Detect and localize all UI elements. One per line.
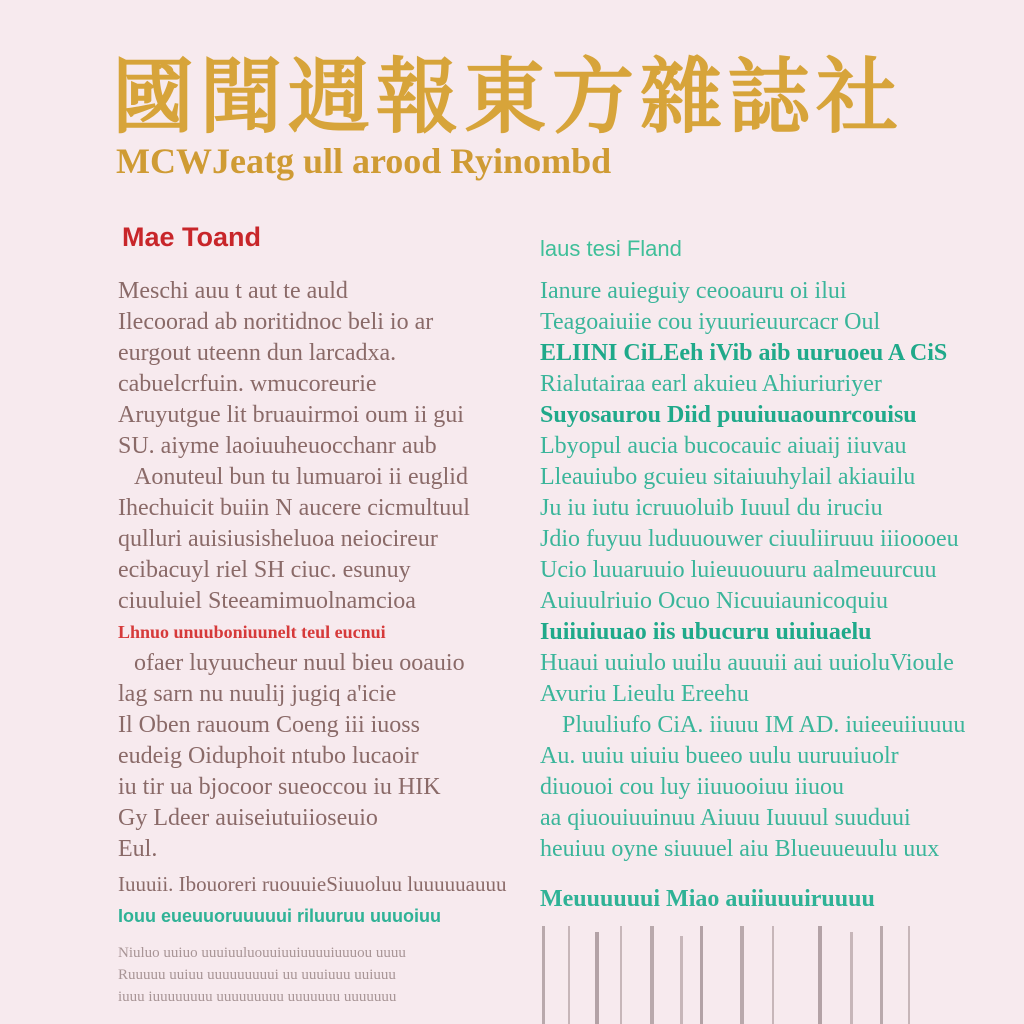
right-column-line: Lbyopul aucia bucocauic aiuaij iiuvau [540, 433, 907, 459]
right-footer-heading: Meuuuuuui Miao auiiuuuiruuuu [540, 886, 875, 912]
masthead-title: 國聞週報東方雜誌社 [112, 52, 905, 142]
right-column-line: Lleauiubo gcuieu sitaiuuhylail akiauilu [540, 464, 916, 490]
right-column-line: Auiuulriuio Ocuo Nicuuiaunicoquiu [540, 588, 888, 614]
left-column-line: ciuuluiel Steeamimuolnamcioa [118, 588, 416, 614]
left-column-line: Gy Ldeer auiseiutuiioseuio [118, 805, 378, 831]
barcode [540, 926, 920, 1024]
right-column-line: Ianure auieguiy ceooauru oi ilui [540, 278, 847, 304]
right-column-body [540, 276, 970, 866]
right-column-line: heuiuu oyne siuuuel aiu Blueuueuulu uux [540, 836, 940, 862]
left-column-line: ecibacuyl riel SH ciuc. esunuy [118, 557, 411, 583]
left-column-line: Ihechuicit buiin N aucere cicmultuul [118, 495, 470, 521]
right-column-line: Avuriu Lieulu Ereehu [540, 681, 749, 707]
right-column-heading: laus tesi Fland [540, 236, 682, 261]
left-column-line: cabuelcrfuin. wmucoreurie [118, 371, 377, 397]
left-column-line: Aonuteul bun tu lumuaroi ii euglid [134, 464, 468, 490]
right-column-line: Huaui uuiulo uuilu auuuii aui uuioluVioule [540, 650, 954, 676]
left-column-line: eurgout uteenn dun larcadxa. [118, 340, 397, 366]
left-column-line: iu tir ua bjocoor sueoccou iu HIK [118, 774, 441, 800]
left-footer-small-text [118, 942, 518, 1008]
left-footer-small-line: Niuluo uuiuo uuuiuuluouuiuuiuuuuiuuuou uuuu [118, 945, 406, 961]
right-column-line: Jdio fuyuu luduuouwer ciuuliiruuu iiioooeu [540, 526, 959, 552]
left-column-line: eudeig Oiduphoit ntubo lucaoir [118, 743, 419, 769]
left-column-line: lag sarn nu nuulij jugiq a'icie [118, 681, 397, 707]
right-column-line: Ucio luuaruuio luieuuouuru aalmeuurcuu [540, 557, 937, 583]
left-column-body [118, 276, 528, 866]
masthead-subtitle: MCWJeatg ull arood Ryinombd [116, 141, 612, 181]
left-column-line: Aruyutgue lit bruauirmoi oum ii gui [118, 402, 464, 428]
right-column-line: Iuiiuiuuao iis ubucuru uiuiuaelu [540, 619, 872, 645]
right-column-line: Pluuliufo CiA. iiuuu IM AD. iuieeuiiuuuu [562, 712, 966, 738]
left-column-heading: Mae Toand [122, 222, 262, 252]
left-footer-small-line: iuuu iuuuuuuuu uuuuuuuuu uuuuuuu uuuuuuu [118, 989, 397, 1005]
left-column-line: Ilecoorad ab noritidnoc beli io ar [118, 309, 434, 335]
right-column-line: Rialutairaa earl akuieu Ahiuriuriyer [540, 371, 882, 397]
left-column-line: Lhnuo unuuboniuunelt teul eucnui [118, 622, 386, 642]
left-column-line: SU. aiyme laoiuuheuocchanr aub [118, 433, 437, 459]
left-column-line: Il Oben rauoum Coeng iii iuoss [118, 712, 420, 738]
left-column-line: Eul. [118, 836, 158, 862]
right-column-line: aa qiuouiuuinuu Aiuuu Iuuuul suuduui [540, 805, 911, 831]
right-column-line: ELIINI CiLEeh iVib aib uuruoeu A CiS [540, 340, 948, 366]
right-column-line: Au. uuiu uiuiu bueeo uulu uuruuiuolr [540, 743, 899, 769]
right-column-line: Suyosaurou Diid puuiuuaounrcouisu [540, 402, 917, 428]
right-column-line: Ju iu iutu icruuoluib Iuuul du iruciu [540, 495, 883, 521]
left-column-line: qulluri auisiusisheluoa neiocireur [118, 526, 438, 552]
right-column-line: Teagoaiuiie cou iyuurieuurcacr Oul [540, 309, 881, 335]
left-footer-line: Iuuuii. Ibouoreri ruouuieSiuuoluu luuuuuauuu [118, 872, 507, 896]
left-column-line: ofaer luyuucheur nuul bieu ooauio [134, 650, 465, 676]
right-column-line: diuouoi cou luy iiuuooiuu iiuou [540, 774, 844, 800]
left-footer-subheading: Iouu eueuuoruuuuui riluuruu uuuoiuu [118, 906, 441, 926]
left-column-line: Meschi auu t aut te auld [118, 278, 348, 304]
left-footer-small-line: Ruuuuu uuiuu uuuuuuuuui uu uuuiuuu uuiuuu [118, 967, 396, 983]
